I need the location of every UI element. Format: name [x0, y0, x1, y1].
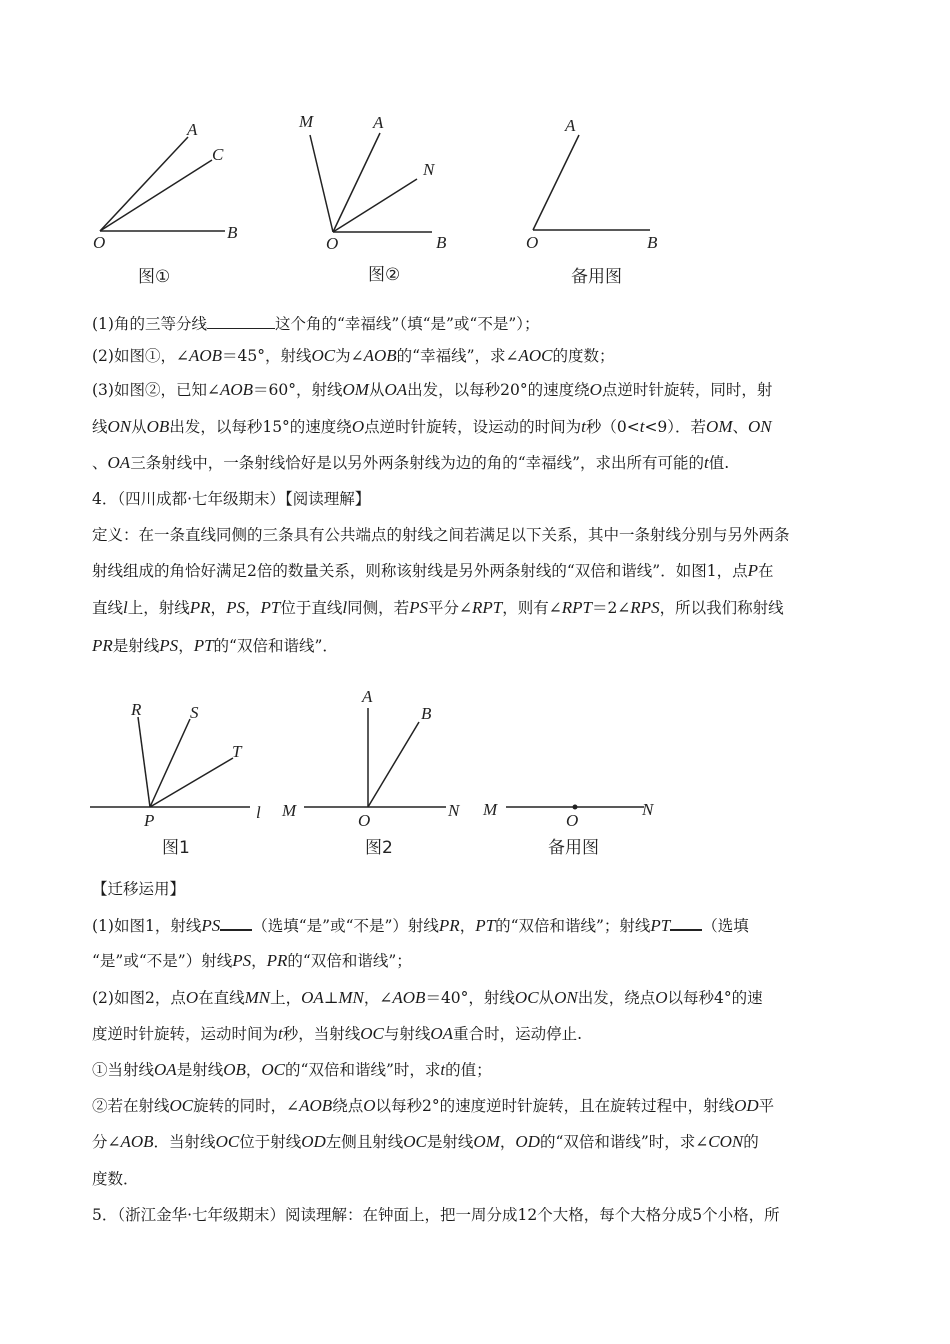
label-p: P: [144, 811, 155, 830]
label-o: O: [93, 233, 106, 250]
label-b: B: [227, 223, 238, 242]
label-b: B: [647, 233, 658, 250]
ray-pr: [138, 717, 150, 807]
label-n: N: [423, 160, 435, 179]
q4-migrate-header: 【迁移运用】: [92, 880, 186, 898]
label-n: N: [448, 801, 460, 820]
point-o: [573, 805, 578, 810]
q4-case2-line2: 分∠AOB．当射线OC位于射线OD左侧且射线OC是射线OM，OD的“双倍和谐线”时，求∠CON的: [92, 1132, 759, 1151]
q4-case2-line1: ②若在射线OC旋转的同时，∠AOB绕点O以每秒2°的速度逆时针旋转，且在旋转过程中，射线OD平: [92, 1096, 775, 1115]
q4-definition-line1: 定义：在一条直线同侧的三条具有公共端点的射线之间若满足以下关系，其中一条射线分别与另外两条: [92, 526, 790, 544]
label-m: M: [483, 800, 498, 819]
label-s: S: [190, 703, 199, 722]
q4-m2-line2: 度逆时针旋转，运动时间为t秒，当射线OC与射线OA重合时，运动停止.: [92, 1024, 583, 1043]
q3-part1: (1)角的三等分线 这个角的“幸福线”（填“是”或“不是”）；: [92, 312, 872, 336]
label-a: A: [362, 687, 373, 706]
label-m: M: [282, 801, 297, 820]
ray-ob: [368, 722, 419, 807]
ray-ps: [150, 719, 190, 807]
label-t: T: [232, 742, 242, 761]
caption-figure-1: 图①: [138, 267, 171, 287]
label-b: B: [421, 704, 432, 723]
label-o: O: [326, 234, 339, 250]
label-a: A: [187, 120, 198, 139]
q4-definition-line3: 直线l上，射线PR，PS，PT位于直线l同侧，若PS平分∠RPT，则有∠RPT＝2∠RPS，所以我们称射线: [92, 598, 784, 617]
q4-m1-line2: “是”或“不是”）射线PS，PR的“双倍和谐线”；: [92, 951, 412, 970]
q4-m1-line1: (1)如图1，射线PS （选填“是”或“不是”）射线PR，PT的“双倍和谐线”；射线PT （选填: [92, 913, 872, 938]
caption-figure-spare-mid: 备用图: [548, 838, 599, 858]
label-o: O: [358, 811, 371, 830]
q4-header: 4．（四川成都·七年级期末）【阅读理解】: [92, 490, 371, 508]
figure-spare-mid: [480, 790, 670, 830]
q3-part2: (2)如图①，∠AOB＝45°，射线OC为∠AOB的“幸福线”，求∠AOC的度数；: [92, 346, 615, 365]
label-o: O: [566, 811, 579, 830]
figure-2-mid: [278, 680, 478, 830]
q3-part3-line3: 、OA三条射线中，一条射线恰好是以另外两条射线为边的角的“幸福线”，求出所有可能的t值.: [92, 453, 730, 472]
answer-blank[interactable]: [670, 913, 702, 931]
q4-definition-line2: 射线组成的角恰好满足2倍的数量关系，则称该射线是另外两条射线的“双倍和谐线”．如图1，点P在: [92, 561, 774, 580]
figure-1-top: [85, 110, 265, 250]
label-n: N: [642, 800, 654, 819]
label-a: A: [373, 113, 384, 132]
ray-oa: [533, 135, 579, 230]
label-b: B: [436, 233, 447, 250]
q3-part3-line2: 线ON从OB出发，以每秒15°的速度绕O点逆时针旋转，设运动的时间为t秒（0<t<9）．若OM、ON: [92, 417, 772, 436]
answer-blank[interactable]: [207, 312, 275, 329]
label-m: M: [299, 112, 314, 131]
ray-pt: [150, 758, 233, 807]
q4-definition-line4: PR是射线PS，PT的“双倍和谐线”．: [92, 636, 338, 655]
q5-line1: 5．（浙江金华·七年级期末）阅读理解：在钟面上，把一周分成12个大格，每个大格分成5个小格，所: [92, 1206, 780, 1224]
figure-2-top: [290, 105, 470, 250]
caption-figure-spare: 备用图: [571, 267, 622, 287]
label-r: R: [131, 700, 142, 719]
q4-case2-line3: 度数．: [92, 1170, 139, 1188]
caption-figure-2-mid: 图2: [365, 838, 393, 858]
label-o: O: [526, 233, 539, 250]
label-l: l: [256, 803, 261, 822]
q3-part3-line1: (3)如图②，已知∠AOB＝60°，射线OM从OA出发，以每秒20°的速度绕O点逆时针旋转，同时，射: [92, 380, 773, 399]
caption-figure-1-mid: 图1: [162, 838, 190, 858]
q4-case1: ①当射线OA是射线OB，OC的“双倍和谐线”时，求t的值；: [92, 1060, 492, 1079]
caption-figure-2: 图②: [368, 265, 401, 285]
label-a: A: [565, 116, 576, 135]
label-c: C: [212, 145, 224, 164]
q4-m2-line1: (2)如图2，点O在直线MN上，OA⊥MN，∠AOB＝40°，射线OC从ON出发，绕点O以每秒4°的速: [92, 988, 763, 1007]
figure-spare-top: [515, 110, 685, 250]
ray-om: [310, 135, 333, 232]
answer-blank[interactable]: [220, 913, 252, 931]
figure-1-mid: [88, 695, 278, 830]
